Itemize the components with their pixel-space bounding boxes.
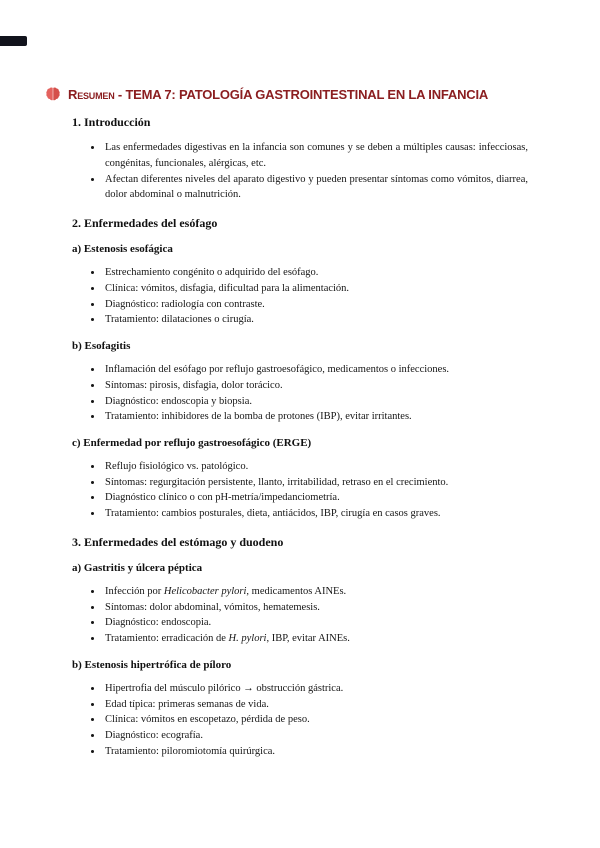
subsection-heading-erge: c) Enfermedad por reflujo gastroesofágico (ERGE) — [72, 437, 312, 450]
list-item-text: Tratamiento: cambios posturales, dieta, antiácidos, IBP, cirugía en casos graves. — [105, 508, 441, 520]
list-item — [103, 728, 528, 744]
text-segment: Tratamiento: erradicación de — [105, 633, 229, 645]
list-item — [103, 584, 528, 600]
bullet-list — [72, 459, 528, 522]
list-item-text: Síntomas: dolor abdominal, vómitos, hematemesis. — [105, 601, 320, 613]
bullet-list — [72, 362, 528, 425]
list-item — [103, 744, 528, 760]
list-item-text: Tratamiento: dilataciones o cirugía. — [105, 314, 254, 326]
text-segment: , medicamentos AINEs. — [246, 585, 347, 597]
subsection-heading-esofagitis: b) Esofagitis — [72, 340, 131, 353]
section-introduccion — [72, 114, 528, 203]
list-item-text: Inflamación del esófago por reflujo gastroesofágico, medicamentos o infecciones. — [105, 364, 450, 376]
list-item — [103, 409, 528, 425]
list-item — [103, 378, 528, 394]
list-item-text — [105, 633, 350, 644]
list-item-text: Estrechamiento congénito o adquirido del esófago. — [105, 267, 319, 279]
section-heading: 1. Introducción — [72, 115, 151, 129]
list-item-text: Clínica: vómitos en escopetazo, pérdida de peso. — [105, 714, 310, 726]
italic-term: H. pylori — [228, 633, 267, 645]
list-item-text: Las enfermedades digestivas en la infancia son comunes y se deben a múltiples causas: infecciosas, congénitas, funcionales, alérgicas, etc. — [105, 142, 528, 169]
text-segment: Infección por — [105, 585, 164, 597]
list-item-text: Diagnóstico: endoscopia. — [105, 617, 212, 629]
list-item-text: Diagnóstico clínico o con pH-metría/impedanciometría. — [105, 492, 340, 504]
brain-icon — [45, 86, 61, 102]
list-item-text: Edad típica: primeras semanas de vida. — [105, 698, 269, 710]
bullet-list — [72, 265, 528, 328]
list-item-text: Diagnóstico: endoscopia y biopsia. — [105, 395, 252, 407]
document-title — [45, 86, 528, 102]
document-title-text: Resumen - TEMA 7: PATOLOGÍA GASTROINTESTINAL EN LA INFANCIA — [68, 86, 489, 102]
list-item-text: Hipertrofia del músculo pilórico → obstrucción gástrica. — [105, 682, 344, 694]
list-item — [103, 600, 528, 616]
subsection-heading-estenosis-esofagica: a) Estenosis esofágica — [72, 243, 173, 256]
list-item — [103, 172, 528, 204]
list-item — [103, 631, 528, 647]
bullet-list — [72, 681, 528, 760]
text-segment: , IBP, evitar AINEs. — [266, 633, 350, 645]
subsection-heading-estenosis-piloro: b) Estenosis hipertrófica de píloro — [72, 658, 232, 671]
list-item — [103, 697, 528, 713]
list-item — [103, 712, 528, 728]
list-item-text — [105, 586, 346, 597]
list-item — [103, 265, 528, 281]
list-item-text: Tratamiento: inhibidores de la bomba de protones (IBP), evitar irritantes. — [105, 411, 412, 423]
list-item — [103, 506, 528, 522]
list-item — [103, 312, 528, 328]
section-heading: 2. Enfermedades del esófago — [72, 216, 218, 231]
bullet-list — [72, 140, 528, 203]
list-item — [103, 475, 528, 491]
list-item-text: Reflujo fisiológico vs. patológico. — [105, 460, 249, 472]
list-item — [103, 615, 528, 631]
list-item-text: Clínica: vómitos, disfagia, dificultad para la alimentación. — [105, 282, 350, 294]
list-item-text: Afectan diferentes niveles del aparato digestivo y pueden presentar síntomas como vómitos, diarrea, dolor abdominal o malnutrición. — [105, 173, 528, 201]
list-item-text: Diagnóstico: radiología con contraste. — [105, 298, 265, 310]
section-esofago — [72, 215, 528, 522]
list-item — [103, 297, 528, 313]
subsection-heading-gastritis-ulcera: a) Gastritis y úlcera péptica — [72, 562, 203, 575]
list-item — [103, 362, 528, 378]
section-estomago-duodeno — [72, 534, 528, 760]
list-item — [103, 490, 528, 506]
section-heading: 3. Enfermedades del estómago y duodeno — [72, 534, 284, 549]
list-item — [103, 459, 528, 475]
italic-term: Helicobacter pylori — [163, 585, 247, 597]
list-item-text: Tratamiento: piloromiotomía quirúrgica. — [105, 745, 276, 757]
bullet-list — [72, 584, 528, 647]
brain-icon-svg — [45, 86, 61, 102]
list-item — [103, 140, 528, 172]
corner-mark — [0, 36, 27, 46]
list-item — [103, 394, 528, 410]
list-item-text: Síntomas: pirosis, disfagia, dolor torácico. — [105, 379, 283, 391]
list-item-text: Síntomas: regurgitación persistente, llanto, irritabilidad, retraso en el crecimiento. — [105, 476, 449, 488]
list-item — [103, 281, 528, 297]
list-item — [103, 681, 528, 697]
list-item-text: Diagnóstico: ecografía. — [105, 730, 203, 742]
